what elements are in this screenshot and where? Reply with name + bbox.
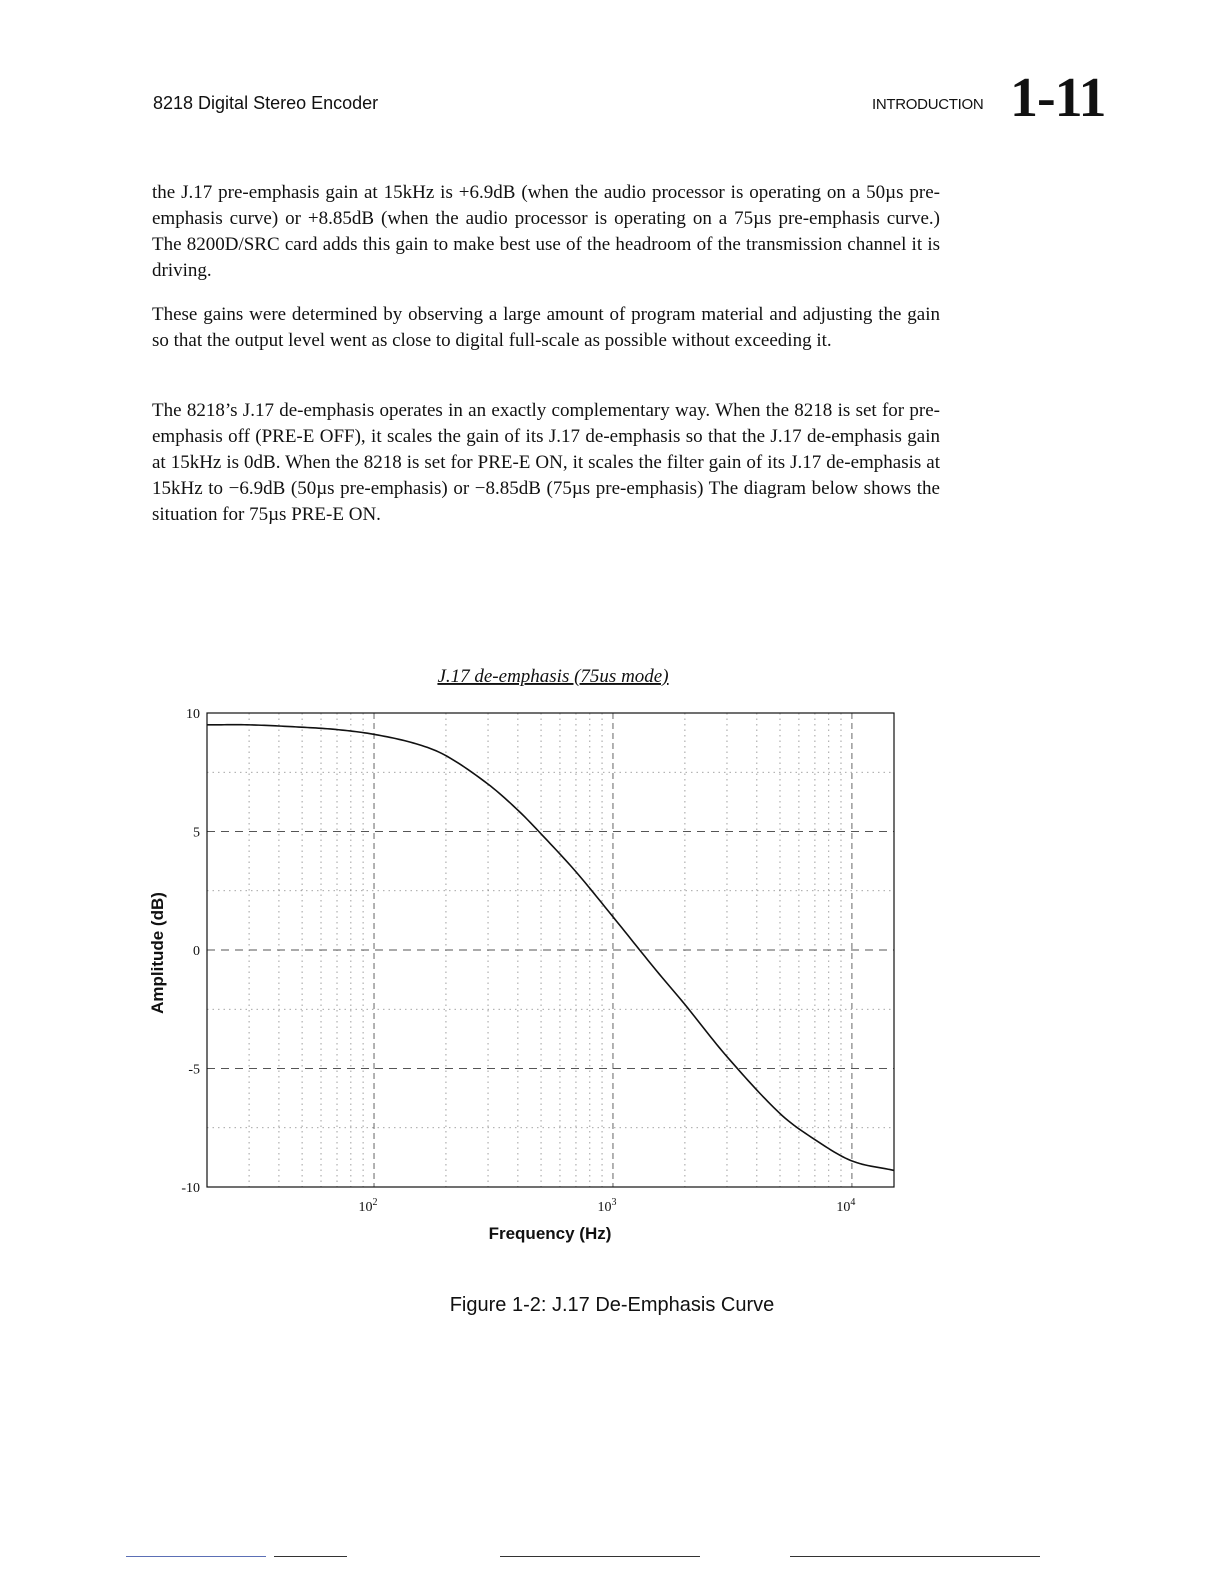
footer-rule (500, 1556, 700, 1557)
chart-marks (181, 707, 894, 1215)
document-title: 8218 Digital Stereo Encoder (153, 93, 379, 113)
y-tick-label: 0 (193, 944, 200, 959)
chart-title: J.17 de-emphasis (75us mode) (437, 666, 669, 687)
x-tick-exponent: 3 (611, 1197, 617, 1208)
body-paragraph: The 8218’s J.17 de-emphasis operates in an exactly complementary way. When the 8218 is set for pre-emphasis off (PRE-E OFF), it scales the gain of its J.17 de-emphasis so that the J.17 de-emphasis gain at 15kHz is 0dB. When the 8218 is set for PRE-E ON, it scales the filter gain of its J.17 de-emphasis at 15kHz to −6.9dB (50µs pre-emphasis) or −8.85dB (75µs pre-emphasis) The diagram below shows the situation for 75µs PRE-E ON. (152, 400, 940, 525)
footer-rule (126, 1556, 266, 1557)
x-tick-exponent: 2 (372, 1197, 378, 1208)
body-paragraph: the J.17 pre-emphasis gain at 15kHz is +6.9dB (when the audio processor is operating on a 50µs pre-emphasis curve) or +8.85dB (when the audio processor is operating on a 75µs pre-emphasis curve.) The 8200D/SRC card adds this gain to make best use of the headroom of the transmission channel it is driving. (152, 182, 940, 281)
footer-rule (274, 1556, 347, 1557)
y-axis-label: Amplitude (dB) (148, 892, 167, 1014)
x-tick-label: $10^2$ (358, 1197, 378, 1215)
y-tick-label: 5 (193, 825, 200, 841)
footer-rule (790, 1556, 1040, 1557)
figure-caption: Figure 1-2: J.17 De-Emphasis Curve (449, 1294, 775, 1316)
y-tick-label: 10 (186, 707, 200, 722)
y-tick-label: -5 (188, 1062, 200, 1078)
series-line-de-emphasis (207, 725, 894, 1171)
y-tick-label: -10 (181, 1181, 200, 1196)
page-number: 1-11 (1010, 67, 1106, 129)
x-axis-label: Frequency (Hz) (488, 1224, 612, 1243)
chart-grid (207, 713, 894, 1187)
x-tick-label: $10^4$ (836, 1197, 856, 1215)
x-tick-label: $10^3$ (597, 1197, 617, 1215)
x-tick-exponent: 4 (850, 1197, 856, 1208)
body-paragraph: These gains were determined by observing a large amount of program material and adjusting the gain so that the output level went as close to digital full-scale as possible without exceeding it. (152, 304, 940, 351)
section-name: INTRODUCTION (872, 96, 984, 113)
